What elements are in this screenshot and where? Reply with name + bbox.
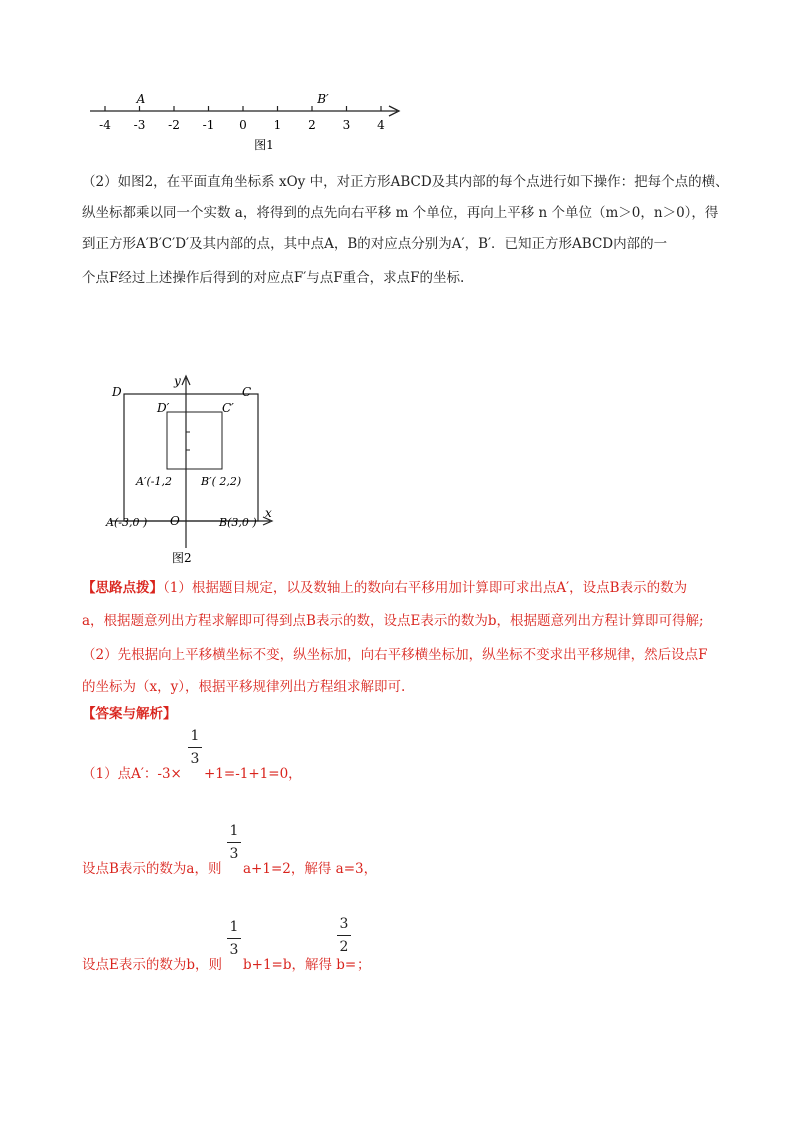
problem-2-line-4: 个点F经过上述操作后得到的对应点F′与点F重合，求点F的坐标.: [82, 270, 465, 286]
number-line-ticks: [99, 106, 385, 132]
hint-tag: 【思路点拨】: [82, 580, 163, 596]
label-c-prime: C′: [222, 401, 234, 415]
number-line-tick-label: -4: [99, 118, 111, 132]
number-line-tick-label: 4: [377, 118, 385, 132]
number-line-tick-label: -2: [168, 118, 180, 132]
square-a-prime-b-prime-c-prime-d-prime: [167, 412, 222, 469]
hint-text-1: （1）根据题目规定，以及数轴上的数向右平移用加计算即可求出点A′，设点B表示的数为: [163, 580, 688, 596]
figure-2-caption: 图2: [172, 551, 192, 565]
answer-tag: 【答案与解析】: [82, 706, 177, 722]
label-a-prime: A′(-1,2: [136, 475, 172, 488]
label-b: B(3,0 ): [219, 516, 257, 529]
number-line-label-a: A: [136, 92, 146, 106]
number-line-tick-label: -1: [202, 118, 215, 132]
label-b-prime: B′( 2,2): [201, 475, 242, 488]
number-line-tick-label: 0: [239, 118, 247, 132]
answer-line-3-pre: 设点E表示的数为b，则: [82, 957, 222, 973]
figure-1-caption: 图1: [254, 138, 274, 152]
number-line-tick-label: 2: [308, 118, 316, 132]
figure-2-coordinate-diagram: [100, 370, 285, 570]
hint-line-3: （2）先根据向上平移横坐标不变，纵坐标加，向右平移横坐标加，纵坐标不变求出平移规律，然后设点F: [82, 647, 708, 663]
fraction-one-third: 1 3: [225, 822, 243, 863]
hint-line-4: 的坐标为（x，y），根据平移规律列出方程组求解即可.: [82, 679, 406, 695]
problem-2-line-3: 到正方形A′B′C′D′及其内部的点，其中点A，B的对应点分别为A′，B′．已知正方形ABCD内部的一: [82, 236, 668, 252]
answer-line-2-pre: 设点B表示的数为a，则: [82, 861, 222, 877]
label-d: D: [112, 385, 122, 399]
fraction-three-halves: 3 2: [335, 915, 353, 956]
answer-line-3-post: ；: [357, 957, 371, 973]
label-a: A(-3,0 ): [106, 516, 148, 529]
problem-2-line-1: （2）如图2，在平面直角坐标系 xOy 中，对正方形ABCD及其内部的每个点进行如下操作：把每个点的横、: [82, 174, 729, 190]
square-abcd: [124, 394, 258, 521]
label-d-prime: D′: [157, 401, 170, 415]
x-axis-label: x: [265, 506, 272, 520]
number-line-tick-label: 1: [273, 118, 282, 132]
number-line-label-b-prime: B′: [317, 92, 329, 106]
answer-line-3-mid: b+1=b，解得 b=: [243, 957, 357, 973]
origin-label: O: [170, 514, 180, 528]
fraction-one-third: 1 3: [225, 918, 243, 959]
answer-line-1-post: +1=-1+1=0，: [204, 766, 302, 782]
number-line-tick-label: -3: [133, 118, 146, 132]
figure-1-number-line: [85, 88, 415, 158]
fraction-one-third: 1 3: [186, 727, 204, 768]
answer-line-2-post: a+1=2，解得 a=3，: [243, 861, 378, 877]
answer-line-1-pre: （1）点A′：-3×: [82, 766, 182, 782]
problem-2-line-2: 纵坐标都乘以同一个实数 a，将得到的点先向右平移 m 个单位，再向上平移 n 个单位（m＞0，n＞0），得: [82, 205, 719, 221]
number-line-tick-label: 3: [342, 118, 351, 132]
hint-line-2: a，根据题意列出方程求解即可得到点B表示的数，设点E表示的数为b，根据题意列出方程计算即可得解;: [82, 613, 704, 629]
y-axis-label: y: [174, 374, 181, 388]
hint-line-1: [82, 578, 687, 598]
label-c: C: [242, 385, 252, 399]
